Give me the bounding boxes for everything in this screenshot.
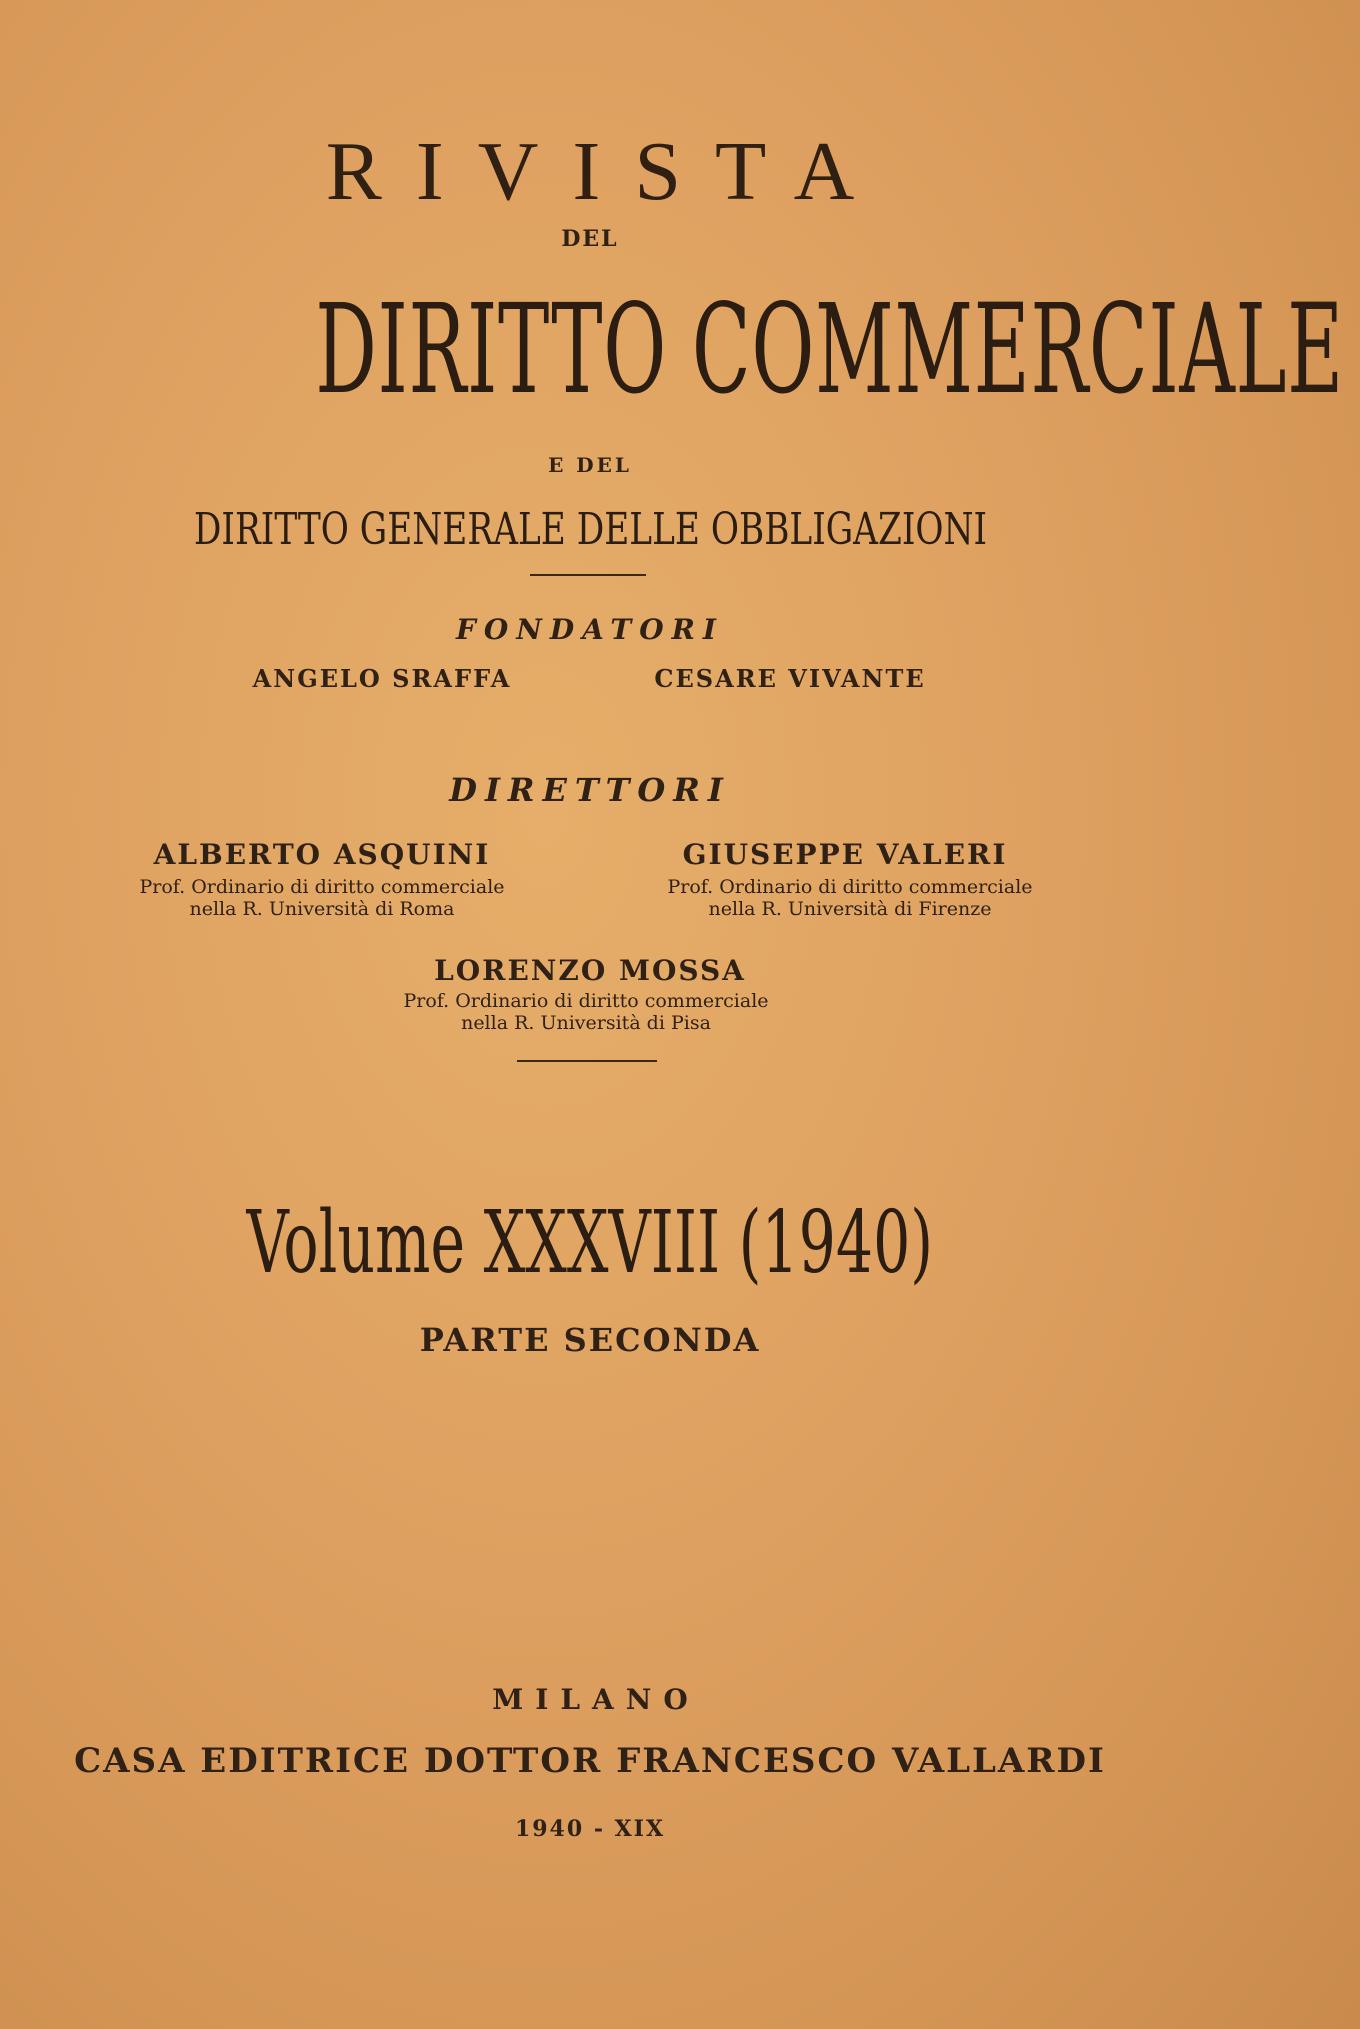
founder-name: ANGELO SRAFFA [252,664,512,693]
del-label: DEL [561,226,619,252]
main-title-container [0,278,1344,422]
e-del-label: E DEL [548,453,632,477]
director-name: LORENZO MOSSA [434,954,746,987]
subtitle-container [0,504,1180,555]
main-title: DIRITTO COMMERCIALE [315,278,1344,422]
publication-year: 1940 - XIX [514,1816,666,1842]
founder-name: CESARE VIVANTE [654,664,926,693]
divider-bottom [517,1060,657,1062]
journal-title-rivista: RIVISTA [325,125,889,218]
publisher-city: MILANO [492,1683,700,1716]
director-affiliation: Prof. Ordinario di diritto commerciale nella R. Università di Roma [139,876,505,920]
publisher-name: CASA EDITRICE DOTTOR FRANCESCO VALLARDI [74,1741,1106,1781]
directors-heading: DIRETTORI [449,771,731,809]
director-name: GIUSEPPE VALERI [682,838,1008,871]
volume-title: Volume XXXVIII (1940) [246,1193,934,1293]
volume-container [0,1193,1180,1293]
divider-top [530,574,646,576]
volume-part: PARTE SECONDA [419,1321,761,1359]
director-name: ALBERTO ASQUINI [153,838,491,871]
director-affiliation: Prof. Ordinario di diritto commerciale nella R. Università di Firenze [667,876,1033,920]
founders-heading: FONDATORI [456,613,724,646]
journal-subtitle: DIRITTO GENERALE DELLE OBBLIGAZIONI [193,504,987,555]
director-affiliation: Prof. Ordinario di diritto commerciale nella R. Università di Pisa [403,990,769,1034]
